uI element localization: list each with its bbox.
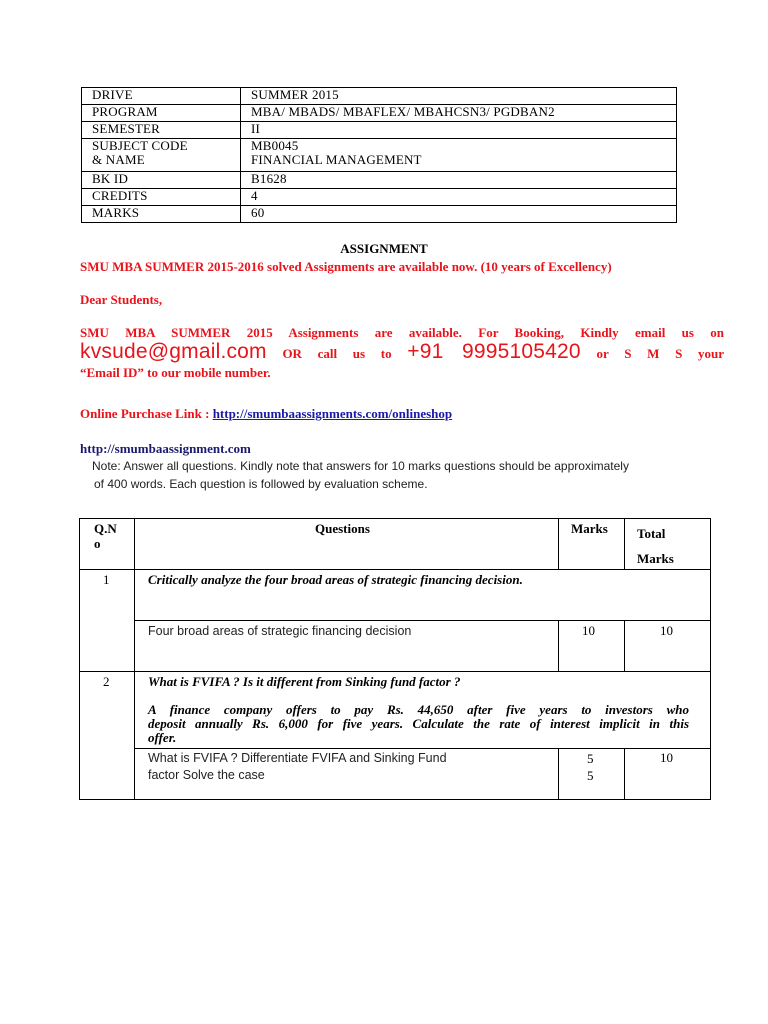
info-row-bkid — [82, 172, 677, 189]
q2-scheme-line: What is FVIFA ? Differentiate FVIFA and Sinking Fund — [148, 751, 447, 765]
header-total-line: Marks — [637, 551, 674, 566]
info-value: 4 — [241, 189, 677, 206]
or-sms-text: or S M S your — [596, 346, 724, 361]
info-row-marks — [82, 206, 677, 223]
header-questions: Questions — [315, 521, 370, 536]
instructions-note — [92, 457, 692, 493]
q2-total: 10 — [660, 750, 673, 765]
greeting: Dear Students, — [80, 292, 163, 307]
info-value: MBA/ MBADS/ MBAFLEX/ MBAHCSN3/ PGDBAN2 — [241, 105, 677, 122]
info-key: SEMESTER — [82, 122, 241, 139]
booking-paragraph — [80, 324, 724, 381]
column-divider — [624, 620, 625, 671]
info-value: B1628 — [241, 172, 677, 189]
row-divider — [80, 569, 710, 570]
subject-info-table — [81, 87, 677, 223]
info-key: PROGRAM — [82, 105, 241, 122]
q2-marks-line: 5 — [587, 768, 594, 783]
info-row-program — [82, 105, 677, 122]
q1-text: Critically analyze the four broad areas of strategic financing decision. — [148, 572, 523, 587]
booking-line: SMU MBA SUMMER 2015 Assignments are available. For Booking, Kindly email us on — [80, 325, 724, 340]
column-divider — [624, 748, 625, 799]
header-qno-line: Q.N — [94, 521, 117, 536]
subject-code: MB0045 — [251, 138, 299, 153]
phone-number: +91 9995105420 — [407, 340, 581, 363]
info-key: CREDITS — [82, 189, 241, 206]
info-row-drive — [82, 88, 677, 105]
q2-scheme — [148, 750, 447, 784]
header-marks: Marks — [571, 521, 608, 536]
purchase-label: Online Purchase Link : — [80, 406, 210, 421]
q2-title: What is FVIFA ? Is it different from Sinking fund factor ? — [148, 674, 461, 689]
q1-number: 1 — [103, 572, 110, 587]
column-divider — [624, 519, 625, 569]
info-key: BK ID — [82, 172, 241, 189]
info-key-continued: & NAME — [92, 152, 145, 167]
q1-scheme: Four broad areas of strategic financing decision — [148, 624, 412, 638]
column-divider — [134, 519, 135, 799]
questions-table — [79, 518, 711, 800]
contact-line — [80, 340, 724, 363]
info-key-cell — [82, 139, 241, 172]
site-link[interactable]: http://smumbaassignment.com — [80, 441, 251, 456]
column-divider — [558, 748, 559, 799]
column-divider — [558, 519, 559, 569]
row-divider — [80, 671, 710, 672]
info-key: MARKS — [82, 206, 241, 223]
column-divider — [558, 620, 559, 671]
info-key: DRIVE — [82, 88, 241, 105]
q2-case — [148, 703, 689, 745]
q2-number: 2 — [103, 674, 110, 689]
email-address: kvsude@gmail.com — [80, 340, 267, 363]
info-value: SUMMER 2015 — [241, 88, 677, 105]
q2-marks — [587, 750, 594, 784]
info-row-subject — [82, 139, 677, 172]
info-value: II — [241, 122, 677, 139]
header-qno — [94, 521, 117, 551]
assignment-title: ASSIGNMENT — [340, 241, 428, 256]
note-line: Note: Answer all questions. Kindly note that answers for 10 marks questions should be approximately — [92, 459, 629, 473]
q2-case-line: deposit annually Rs. 6,000 for five years. Calculate the rate of interest implicit in this — [148, 716, 689, 731]
note-line: of 400 words. Each question is followed by evaluation scheme. — [94, 477, 428, 491]
q2-case-line: A finance company offers to pay Rs. 44,650 after five years to investors who — [148, 702, 689, 717]
header-total-line: Total — [637, 526, 666, 541]
info-row-semester — [82, 122, 677, 139]
header-total-marks — [637, 521, 674, 571]
info-value-cell — [241, 139, 677, 172]
q2-scheme-line: factor Solve the case — [148, 768, 265, 782]
info-row-credits — [82, 189, 677, 206]
header-qno-line: o — [94, 536, 101, 551]
info-key: SUBJECT CODE — [92, 138, 188, 153]
or-call-text: OR call us to — [282, 346, 392, 361]
subject-name: FINANCIAL MANAGEMENT — [251, 152, 422, 167]
q2-marks-line: 5 — [587, 751, 594, 766]
purchase-link-row — [80, 406, 452, 422]
purchase-link[interactable]: http://smumbaassignments.com/onlineshop — [212, 406, 453, 421]
email-id-line: “Email ID” to our mobile number. — [80, 365, 271, 380]
q1-marks: 10 — [582, 623, 595, 638]
q1-total: 10 — [660, 623, 673, 638]
q2-case-line: offer. — [148, 730, 177, 745]
availability-note: SMU MBA SUMMER 2015-2016 solved Assignments are available now. (10 years of Excellency) — [80, 259, 612, 274]
info-value: 60 — [241, 206, 677, 223]
